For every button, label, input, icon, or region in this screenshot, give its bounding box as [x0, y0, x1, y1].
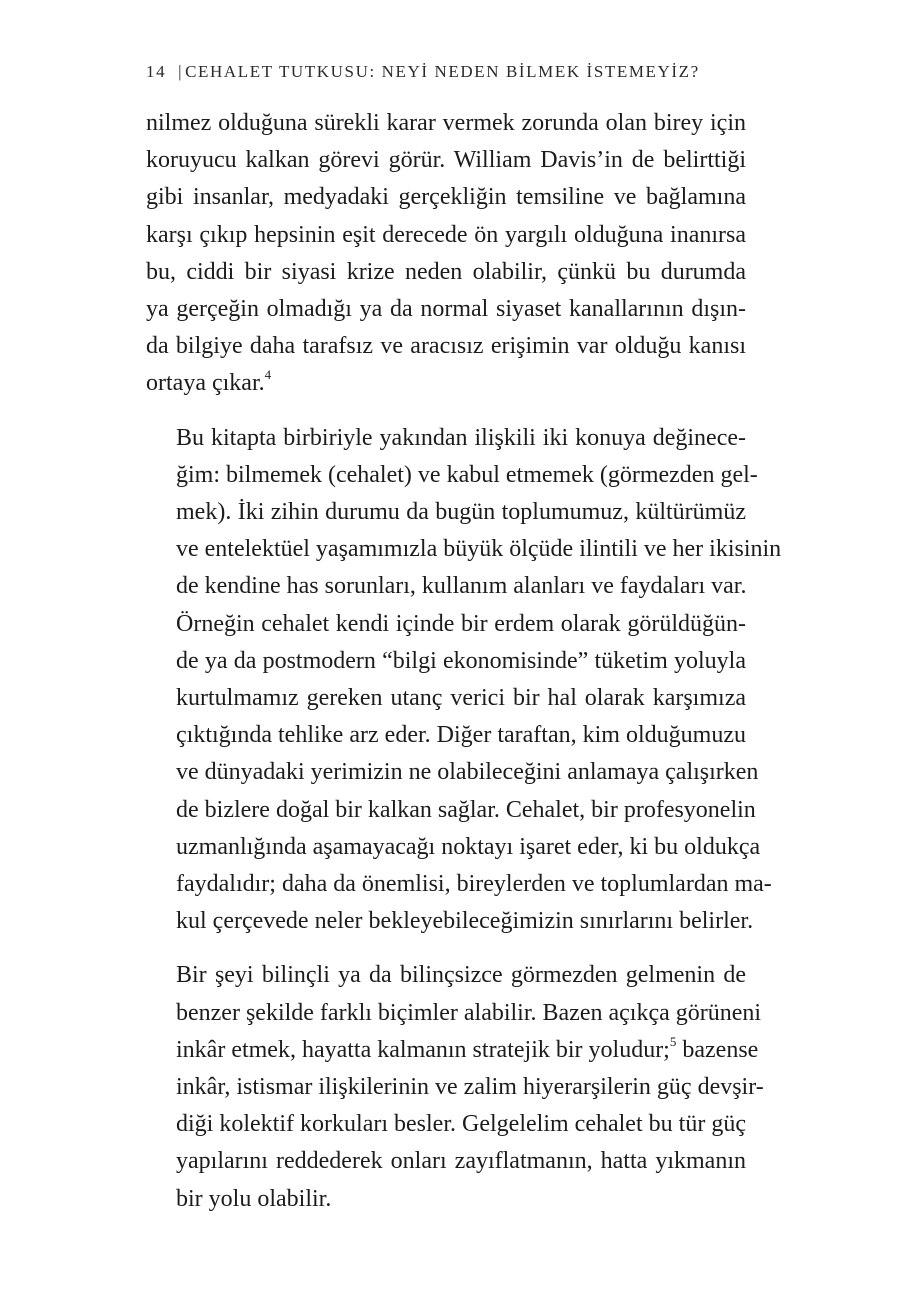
page-number: 14	[146, 62, 167, 81]
text-line: nilmez olduğuna sürekli karar vermek zorunda olan birey için	[146, 110, 746, 136]
text-line: ve entelektüel yaşamımızla büyük ölçüde ilintili ve her ikisinin	[176, 536, 782, 563]
text-line: bu, ciddi bir siyasi krize neden olabilir, çünkü bu durumda	[146, 258, 746, 285]
paragraph-1	[146, 105, 746, 403]
text-line: uzmanlığında aşamayacağı noktayı işaret eder, ki bu oldukça	[176, 833, 761, 860]
footnote-marker: 4	[264, 367, 272, 383]
paragraph-3	[146, 957, 764, 1217]
running-header	[146, 62, 700, 82]
text-line: de ya da postmodern “bilgi ekonomisinde” tüketim yoluyla	[176, 647, 746, 674]
text-line: de bizlere doğal bir kalkan sağlar. Cehalet, bir profesyonelin	[176, 796, 756, 823]
text-line	[146, 365, 746, 402]
line-text: bazense	[676, 1036, 759, 1063]
text-line: inkâr, istismar ilişkilerinin ve zalim hiyerarşilerin güç devşir-	[176, 1074, 764, 1101]
text-line: da bilgiye daha tarafsız ve aracısız erişimin var olduğu kanısı	[146, 333, 746, 360]
body-text	[146, 105, 782, 1235]
book-title: CEHALET TUTKUSU: NEYİ NEDEN BİLMEK İSTEMEYİZ?	[185, 62, 700, 81]
text-line: koruyucu kalkan görevi görür. William Davis’in de belirttiği	[146, 147, 746, 174]
header-separator: |	[178, 62, 184, 81]
text-line: yapılarını reddederek onları zayıflatmanın, hatta yıkmanın	[176, 1148, 746, 1175]
text-line	[146, 1032, 759, 1069]
text-line: diği kolektif korkuları besler. Gelgelelim cehalet bu tür güç	[176, 1111, 746, 1138]
text-line: Bir şeyi bilinçli ya da bilinçsizce görmezden gelmenin de	[176, 962, 746, 989]
text-line: de kendine has sorunları, kullanım alanları ve faydaları var.	[176, 573, 747, 600]
text-line: faydalıdır; daha da önemlisi, bireylerden ve toplumlardan ma-	[176, 871, 772, 898]
text-line: kurtulmamız gereken utanç verici bir hal olarak karşımıza	[176, 685, 746, 712]
text-line: ya gerçeğin olmadığı ya da normal siyaset kanallarının dışın-	[146, 296, 746, 323]
text-line: kul çerçevede neler bekleyebileceğimizin sınırlarını belirler.	[176, 908, 754, 935]
text-line: ğim: bilmemek (cehalet) ve kabul etmemek (görmezden gel-	[176, 461, 758, 488]
text-line: gibi insanlar, medyadaki gerçekliğin temsiline ve bağlamına	[146, 184, 746, 211]
text-line: bir yolu olabilir.	[176, 1185, 332, 1212]
text-line: çıktığında tehlike arz eder. Diğer taraftan, kim olduğumuzu	[176, 722, 746, 749]
text-line: karşı çıkıp hepsinin eşit derecede ön yargılı olduğuna inanırsa	[146, 221, 746, 248]
text-line: Bu kitapta birbiriyle yakından ilişkili iki konuya değinece-	[176, 424, 746, 451]
text-line: benzer şekilde farklı biçimler alabilir. Bazen açıkça görüneni	[176, 999, 762, 1026]
line-text: inkâr etmek, hayatta kalmanın stratejik bir yoludur;	[176, 1036, 670, 1063]
paragraph-2	[146, 420, 782, 941]
line-text: ortaya çıkar.	[146, 370, 265, 397]
text-line: Örneğin cehalet kendi içinde bir erdem olarak görüldüğün-	[176, 610, 746, 637]
footnote-marker: 5	[669, 1033, 677, 1049]
text-line: ve dünyadaki yerimizin ne olabileceğini anlamaya çalışırken	[176, 759, 759, 786]
text-line: mek). İki zihin durumu da bugün toplumumuz, kültürümüz	[176, 499, 746, 526]
